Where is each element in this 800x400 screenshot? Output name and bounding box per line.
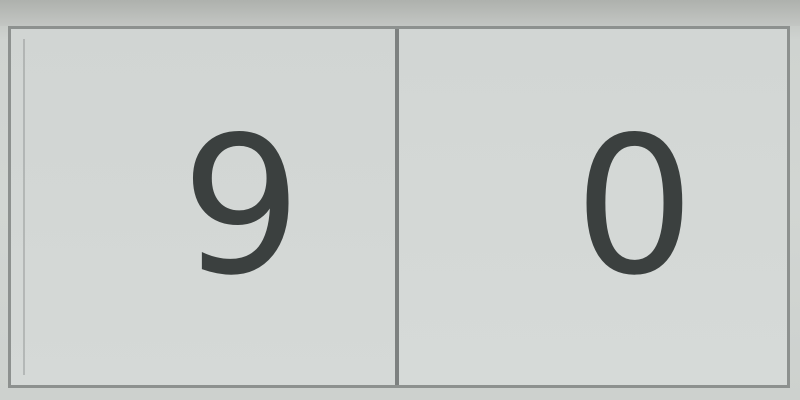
digit-grid	[8, 26, 790, 388]
digit-box-right	[399, 29, 787, 385]
box-inner-line	[23, 39, 25, 375]
digit-box-left	[11, 29, 399, 385]
digit-left: 9	[181, 96, 302, 317]
digit-right: 0	[574, 96, 695, 317]
top-shadow	[0, 0, 800, 26]
